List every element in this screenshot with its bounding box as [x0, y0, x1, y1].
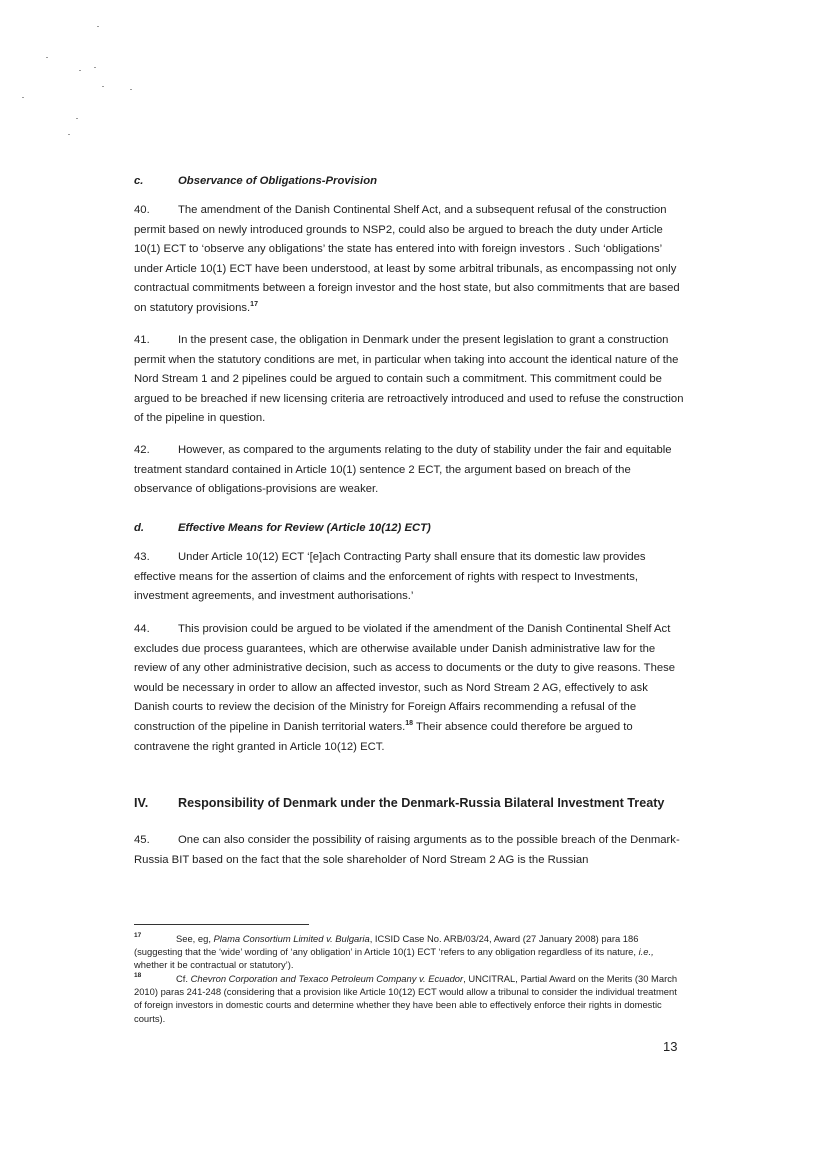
paragraph-text-continued: Their absence could therefore be argued to contravene the right granted in Article 10(12) ECT.	[134, 720, 633, 753]
footnote-18	[134, 972, 682, 1024]
case-name: Chevron Corporation and Texaco Petroleum Company v. Ecuador	[190, 973, 464, 985]
scan-speck	[97, 26, 99, 27]
paragraph-44	[134, 620, 684, 757]
section-letter: d.	[134, 522, 145, 534]
paragraph-number: 42.	[134, 444, 150, 456]
section-title: Responsibility of Denmark under the Denmark-Russia Bilateral Investment Treaty	[178, 796, 665, 810]
section-title: Effective Means for Review (Article 10(12) ECT)	[178, 522, 431, 534]
paragraph-text: This provision could be argued to be violated if the amendment of the Danish Continental Shelf Act excludes due process guarantees, which are otherwise available under Danish administrative law for the review of any other administrative decision, such as access to documents or the duty to give reasons. These would be necessary in order to allow an affected investor, such as Nord Stream 2 AG, effectively to ask Danish courts to review the decision of the Ministry for Foreign Affairs recommending a refusal of the construction of the pipeline in Danish territorial waters.	[134, 623, 676, 733]
scan-speck	[79, 70, 81, 71]
scan-speck	[130, 89, 132, 90]
footnote-mark: 17	[134, 932, 142, 939]
section-numeral: IV.	[134, 796, 149, 810]
paragraph-text: In the present case, the obligation in Denmark under the present legislation to grant a construction permit when the statutory conditions are met, in particular when taking into account the identical nature of the Nord Stream 1 and 2 pipelines could be argued to contain such a commitment. This commitment could be argued to be breached if new licensing criteria are retroactively introduced and used to refuse the construction of the pipeline in question.	[134, 334, 684, 425]
scan-speck	[76, 118, 78, 119]
paragraph-43	[134, 548, 684, 607]
scan-speck	[22, 97, 24, 98]
scan-speck	[102, 86, 104, 87]
footnote-italic: i.e.,	[638, 946, 654, 958]
footnotes	[134, 932, 682, 1025]
paragraph-number: 44.	[134, 623, 150, 635]
paragraph-45	[134, 831, 684, 870]
scan-speck	[68, 134, 70, 135]
paragraph-text: Under Article 10(12) ECT ‘[e]ach Contracting Party shall ensure that its domestic law provides effective means for the assertion of claims and the enforcement of rights with respect to Investments, investment agreements, and investment authorisations.’	[134, 551, 646, 603]
scan-speck	[94, 67, 96, 68]
section-title: Observance of Obligations-Provision	[178, 175, 377, 187]
paragraph-text: The amendment of the Danish Continental Shelf Act, and a subsequent refusal of the construction permit based on newly introduced grounds to NSP2, could also be argued to breach the duty under Article 10(1) ECT to ‘observe any obligations’ the state has entered into with foreign investors . Such ‘obligations’ under Article 10(1) ECT have been understood, at least by some arbitral tribunals, as encompassing not only contractual commitments between a foreign investor and the host state, but also commitments that are based on statutory provisions.	[134, 204, 680, 314]
section-d-heading	[134, 522, 431, 534]
paragraph-number: 41.	[134, 334, 150, 346]
paragraph-41	[134, 331, 684, 429]
paragraph-number: 43.	[134, 551, 150, 563]
footnote-lead: See, eg,	[176, 933, 211, 944]
footnote-text: , UNCITRAL, Partial Award on the Merits (30 March 2010) paras 241-248 (considering that a provision like Article 10(12) ECT would allow a tribunal to consider the individual treatment of foreign investors in domestic courts and determine whether they have been able to effectively enforce their rights in domestic courts).	[134, 973, 678, 1024]
paragraph-number: 40.	[134, 204, 150, 216]
paragraph-42	[134, 441, 684, 500]
footnote-separator	[134, 924, 309, 925]
paragraph-text: One can also consider the possibility of raising arguments as to the possible breach of the Denmark-Russia BIT based on the fact that the sole shareholder of Nord Stream 2 AG is the Russian	[134, 834, 680, 866]
paragraph-number: 45.	[134, 834, 150, 846]
footnote-mark: 18	[134, 972, 142, 980]
section-letter: c.	[134, 175, 144, 187]
footnote-text: , ICSID Case No. ARB/03/24, Award (27 January 2008) para 186 (suggesting that the ‘wide’ wording of ‘any obligation’ in Article 10(1) ECT ‘refers to any obligation regardless of its nature,	[134, 933, 639, 958]
paragraph-40	[134, 201, 684, 319]
paragraph-text: However, as compared to the arguments relating to the duty of stability under the fair and equitable treatment standard contained in Article 10(1) sentence 2 ECT, the argument based on breach of the observance of obligations-provisions are weaker.	[134, 444, 672, 496]
scan-speck	[46, 57, 48, 58]
section-iv-heading	[134, 796, 694, 810]
footnote-17	[134, 932, 682, 971]
section-c-heading	[134, 175, 377, 187]
footnote-ref[interactable]: 18	[405, 719, 414, 727]
footnote-ref[interactable]: 17	[250, 300, 258, 308]
footnote-text-continued: whether it be contractual or statutory’).	[134, 959, 294, 971]
page-number: 13	[663, 1039, 678, 1054]
case-name: Plama Consortium Limited v. Bulgaria	[213, 933, 370, 944]
footnote-lead: Cf.	[176, 973, 188, 985]
